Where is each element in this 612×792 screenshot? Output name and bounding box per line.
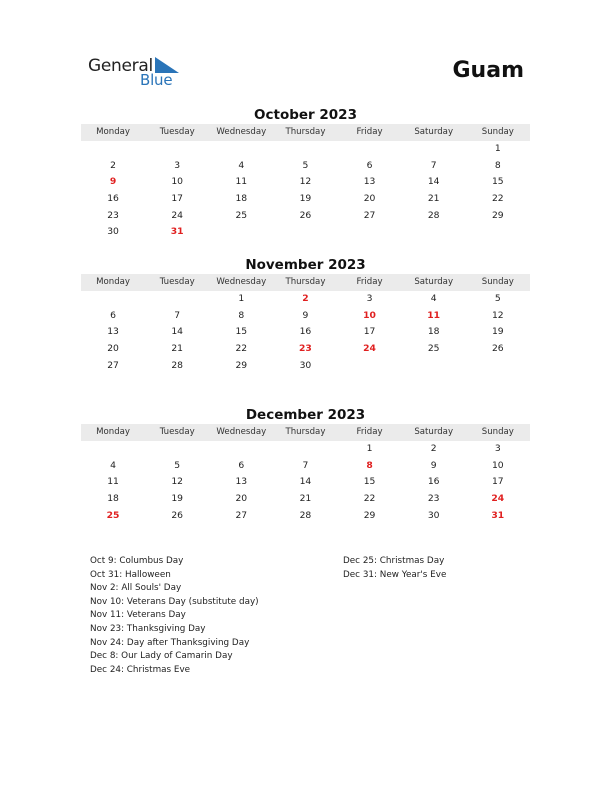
day-cell: 8: [494, 159, 501, 171]
day-cell: [466, 358, 530, 375]
day-cell: 22: [363, 493, 376, 505]
day-cell: 23: [427, 493, 440, 505]
day-cell: 9: [302, 309, 309, 321]
weekday-header: [81, 424, 530, 441]
week-row: [81, 141, 530, 158]
day-cell: 9: [430, 459, 437, 471]
week-row: [81, 491, 530, 508]
day-cell: 17: [363, 326, 376, 338]
day-cell: 14: [427, 176, 440, 188]
day-cell: 21: [171, 343, 184, 355]
day-cell: 6: [238, 459, 245, 471]
weekday-label: Sunday: [481, 427, 514, 437]
day-cell: [209, 141, 273, 158]
holiday-date: 25: [106, 509, 120, 521]
day-cell: 4: [238, 159, 245, 171]
holiday-list-item: Oct 31: Halloween: [90, 569, 171, 580]
weekday-label: Sunday: [481, 127, 514, 137]
day-cell: 7: [430, 159, 437, 171]
day-cell: [209, 441, 273, 458]
day-cell: [402, 224, 466, 241]
holiday-list-item: Dec 31: New Year's Eve: [343, 569, 447, 580]
day-cell: 13: [235, 476, 248, 488]
weekday-label: Tuesday: [159, 127, 195, 137]
day-cell: 16: [107, 193, 119, 205]
logo-blue-text: Blue: [140, 71, 173, 89]
day-cell: 20: [235, 493, 248, 505]
day-cell: 28: [171, 359, 184, 371]
day-cell: 26: [491, 343, 504, 355]
week-row: [81, 158, 530, 175]
day-cell: 28: [299, 509, 312, 521]
day-cell: 3: [494, 443, 501, 454]
holiday-date: 23: [299, 343, 312, 355]
day-cell: 5: [174, 459, 181, 471]
weekday-label: Monday: [96, 427, 131, 437]
day-cell: 26: [299, 209, 312, 221]
country-title: Guam: [452, 58, 524, 83]
day-cell: 29: [235, 359, 248, 371]
day-cell: 15: [491, 176, 504, 188]
week-row: [81, 441, 530, 458]
weekday-label: Wednesday: [216, 127, 267, 137]
week-row: [81, 324, 530, 341]
day-cell: 11: [107, 476, 119, 488]
logo-general-text: General: [88, 56, 153, 76]
week-row: [81, 191, 530, 208]
holiday-date: 11: [427, 309, 441, 321]
day-cell: 10: [171, 176, 184, 188]
week-row: [81, 208, 530, 225]
day-cell: 13: [363, 176, 376, 188]
day-cell: 14: [299, 476, 312, 488]
day-cell: 29: [491, 209, 504, 221]
day-cell: 6: [110, 309, 116, 321]
week-row: [81, 358, 530, 375]
day-cell: 21: [299, 493, 312, 505]
day-cell: 19: [491, 326, 504, 338]
week-row: [81, 508, 530, 525]
day-cell: 3: [174, 159, 181, 171]
holiday-date: 31: [491, 509, 505, 521]
week-row: [81, 474, 530, 491]
holiday-list-item: Nov 11: Veterans Day: [90, 610, 186, 621]
day-cell: 4: [430, 293, 437, 304]
day-cell: 20: [363, 193, 376, 205]
day-cell: 1: [238, 293, 245, 304]
day-cell: 3: [366, 293, 373, 304]
weekday-label: Friday: [356, 277, 383, 287]
day-cell: 17: [491, 476, 504, 488]
day-cell: 12: [171, 476, 184, 488]
week-row: [81, 224, 530, 241]
weekday-label: Thursday: [285, 277, 326, 287]
day-cell: [81, 441, 145, 458]
weekday-label: Thursday: [285, 427, 326, 437]
holiday-list-item: Dec 25: Christmas Day: [343, 556, 445, 566]
day-cell: 28: [427, 209, 440, 221]
month-title: November 2023: [245, 257, 366, 273]
weekday-label: Wednesday: [216, 277, 267, 287]
day-cell: 30: [107, 226, 119, 238]
week-row: [81, 174, 530, 191]
day-cell: 16: [299, 326, 312, 338]
day-cell: 8: [238, 309, 245, 321]
holiday-list-left: [90, 555, 259, 677]
holiday-date: 2: [302, 293, 309, 304]
holiday-date: 31: [170, 226, 184, 238]
holiday-list-item: Nov 10: Veterans Day (substitute day): [90, 596, 259, 607]
holiday-date: 10: [363, 309, 376, 321]
day-cell: [145, 141, 209, 158]
day-cell: 2: [110, 159, 116, 171]
day-cell: 7: [302, 459, 309, 471]
day-cell: 18: [107, 493, 119, 505]
day-cell: [338, 141, 402, 158]
day-cell: [145, 291, 209, 308]
day-cell: [81, 141, 145, 158]
weekday-label: Monday: [96, 277, 131, 287]
weekday-label: Monday: [96, 127, 131, 137]
week-row: [81, 308, 530, 325]
holiday-date: 24: [363, 343, 376, 355]
day-cell: 12: [299, 176, 312, 188]
day-cell: 27: [107, 359, 119, 371]
day-cell: 14: [171, 326, 184, 338]
day-cell: 24: [171, 209, 184, 221]
holiday-list-right: [343, 555, 446, 582]
week-row: [81, 291, 530, 308]
weekday-label: Saturday: [414, 277, 454, 287]
day-cell: 5: [302, 159, 309, 171]
holiday-date: 8: [366, 459, 373, 471]
day-cell: 22: [491, 193, 504, 205]
day-cell: 15: [235, 326, 248, 338]
day-cell: 26: [171, 509, 184, 521]
day-cell: [338, 224, 402, 241]
day-cell: 18: [235, 193, 248, 205]
month-block: [81, 256, 530, 374]
month-block: [81, 106, 530, 241]
day-cell: 2: [430, 443, 437, 454]
day-cell: 7: [174, 309, 181, 321]
day-cell: 4: [110, 459, 116, 471]
weekday-label: Sunday: [481, 277, 514, 287]
day-cell: 25: [427, 343, 440, 355]
month-title: October 2023: [254, 107, 357, 123]
month-title: December 2023: [245, 407, 366, 423]
weekday-label: Saturday: [414, 127, 454, 137]
holiday-date: 24: [491, 493, 505, 505]
day-cell: [81, 291, 145, 308]
weekday-label: Saturday: [414, 427, 454, 437]
day-cell: [273, 141, 337, 158]
week-row: [81, 341, 530, 358]
holiday-list-item: Nov 23: Thanksgiving Day: [90, 623, 206, 634]
day-cell: 23: [107, 209, 119, 221]
day-cell: [273, 441, 337, 458]
day-cell: 30: [427, 509, 440, 521]
week-row: [81, 458, 530, 475]
holiday-list-item: Nov 2: All Souls' Day: [90, 583, 182, 594]
day-cell: [338, 358, 402, 375]
day-cell: [402, 141, 466, 158]
day-cell: 19: [171, 493, 184, 505]
weekday-header: [81, 124, 530, 141]
weekday-label: Tuesday: [159, 427, 195, 437]
day-cell: 12: [491, 309, 504, 321]
day-cell: 6: [366, 159, 373, 171]
weekday-label: Thursday: [285, 127, 326, 137]
day-cell: 5: [494, 293, 501, 304]
weekday-label: Friday: [356, 127, 383, 137]
day-cell: 30: [299, 359, 312, 371]
day-cell: 22: [235, 343, 248, 355]
day-cell: 27: [363, 209, 376, 221]
day-cell: [466, 224, 530, 241]
holiday-list-item: Oct 9: Columbus Day: [90, 556, 184, 566]
day-cell: 11: [235, 176, 248, 188]
holiday-list-item: Dec 8: Our Lady of Camarin Day: [90, 651, 233, 662]
day-cell: 18: [427, 326, 440, 338]
day-cell: 19: [299, 193, 312, 205]
weekday-label: Wednesday: [216, 427, 267, 437]
day-cell: [209, 224, 273, 241]
day-cell: [145, 441, 209, 458]
day-cell: 13: [107, 326, 119, 338]
day-cell: 25: [235, 209, 248, 221]
day-cell: [273, 224, 337, 241]
day-cell: 27: [235, 509, 248, 521]
day-cell: 1: [366, 443, 373, 454]
day-cell: 15: [363, 476, 376, 488]
day-cell: 21: [427, 193, 440, 205]
month-block: [81, 406, 530, 524]
day-cell: 16: [427, 476, 440, 488]
weekday-label: Tuesday: [159, 277, 195, 287]
holiday-date: 9: [109, 176, 117, 188]
holiday-list-item: Nov 24: Day after Thanksgiving Day: [90, 637, 250, 648]
day-cell: 10: [491, 459, 504, 471]
day-cell: [402, 358, 466, 375]
day-cell: 1: [494, 143, 501, 154]
holiday-list-item: Dec 24: Christmas Eve: [90, 664, 191, 675]
day-cell: 29: [363, 509, 376, 521]
weekday-label: Friday: [356, 427, 383, 437]
day-cell: 20: [107, 343, 119, 355]
day-cell: 17: [171, 193, 184, 205]
weekday-header: [81, 274, 530, 291]
